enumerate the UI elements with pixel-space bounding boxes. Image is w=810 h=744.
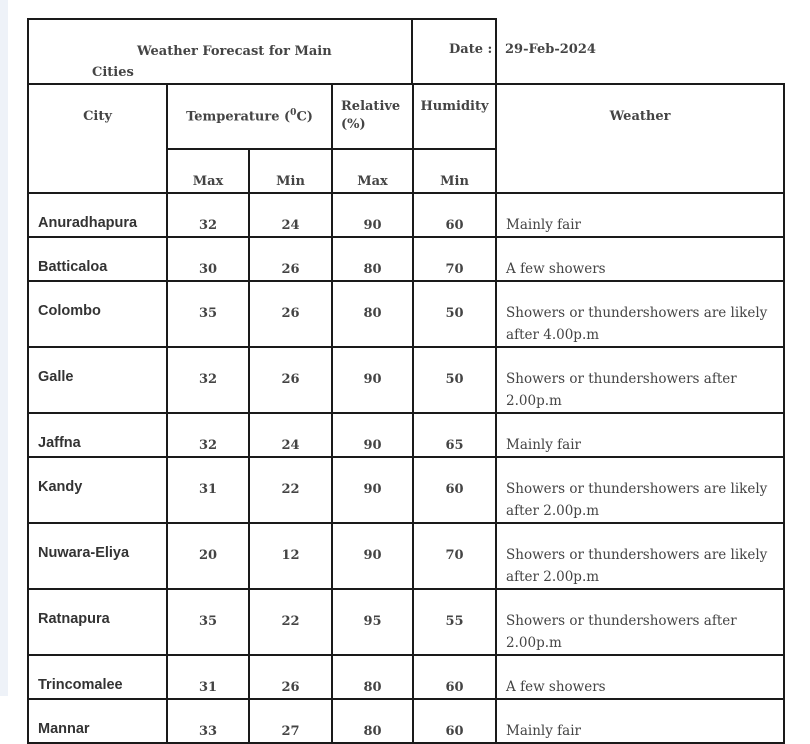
humidity-min-value: 60	[413, 699, 496, 743]
temp-min-value: 26	[249, 655, 332, 699]
city-name: Jaffna	[28, 413, 167, 457]
humidity-max-value: 95	[332, 589, 413, 655]
header-humidity-min: Min	[413, 149, 496, 193]
temp-max-value: 31	[167, 655, 249, 699]
weather-forecast-table	[27, 18, 785, 744]
weather-description: Mainly fair	[496, 193, 784, 237]
temp-max-value: 32	[167, 347, 249, 413]
city-name: Mannar	[28, 699, 167, 743]
date-label: Date :	[449, 42, 493, 57]
humidity-max-value: 90	[332, 457, 413, 523]
header-temperature-label: Temperature (	[186, 109, 291, 125]
header-relative	[332, 84, 413, 149]
humidity-max-value: 80	[332, 699, 413, 743]
header-temperature-degree: 0	[290, 108, 297, 119]
city-name: Nuwara-Eliya	[28, 523, 167, 589]
humidity-max-value: 80	[332, 281, 413, 347]
city-name: Batticaloa	[28, 237, 167, 281]
date-box	[411, 18, 783, 83]
humidity-min-value: 60	[413, 193, 496, 237]
temp-min-value: 26	[249, 281, 332, 347]
humidity-max-value: 90	[332, 193, 413, 237]
weather-description: Mainly fair	[496, 413, 784, 457]
temp-max-value: 20	[167, 523, 249, 589]
table-row	[28, 413, 784, 457]
city-name: Galle	[28, 347, 167, 413]
header-humidity: Humidity	[413, 84, 496, 149]
table-row	[28, 523, 784, 589]
humidity-max-value: 90	[332, 413, 413, 457]
header-relative-label: Relative	[341, 99, 401, 114]
weather-description: Mainly fair	[496, 699, 784, 743]
humidity-max-value: 90	[332, 523, 413, 589]
header-temperature	[167, 84, 332, 149]
table-row	[28, 347, 784, 413]
temp-min-value: 26	[249, 347, 332, 413]
temp-min-value: 24	[249, 193, 332, 237]
header-city: City	[28, 84, 167, 193]
humidity-min-value: 60	[413, 457, 496, 523]
city-name: Ratnapura	[28, 589, 167, 655]
table-row	[28, 655, 784, 699]
city-name: Kandy	[28, 457, 167, 523]
table-row	[28, 699, 784, 743]
humidity-min-value: 60	[413, 655, 496, 699]
weather-description: Showers or thundershowers are likely after 2.00p.m	[496, 523, 784, 589]
humidity-min-value: 50	[413, 347, 496, 413]
header-temp-min: Min	[249, 149, 332, 193]
humidity-min-value: 55	[413, 589, 496, 655]
table-row	[28, 281, 784, 347]
humidity-min-value: 65	[413, 413, 496, 457]
table-row	[28, 193, 784, 237]
temp-max-value: 32	[167, 413, 249, 457]
weather-description: Showers or thundershowers are likely after 4.00p.m	[496, 281, 784, 347]
weather-description: A few showers	[496, 237, 784, 281]
temp-min-value: 22	[249, 457, 332, 523]
temp-max-value: 32	[167, 193, 249, 237]
header-relative-unit: (%)	[341, 117, 366, 132]
weather-description: Showers or thundershowers after 2.00p.m	[496, 347, 784, 413]
temp-min-value: 27	[249, 699, 332, 743]
city-name: Trincomalee	[28, 655, 167, 699]
temp-min-value: 24	[249, 413, 332, 457]
humidity-min-value: 70	[413, 523, 496, 589]
humidity-max-value: 90	[332, 347, 413, 413]
temp-max-value: 33	[167, 699, 249, 743]
table-row	[28, 237, 784, 281]
humidity-min-value: 70	[413, 237, 496, 281]
header-humidity-max: Max	[332, 149, 413, 193]
header-temp-max: Max	[167, 149, 249, 193]
date-value: 29-Feb-2024	[505, 42, 596, 57]
city-name: Colombo	[28, 281, 167, 347]
temp-min-value: 22	[249, 589, 332, 655]
temp-min-value: 12	[249, 523, 332, 589]
table-title-line1: Weather Forecast for Main	[137, 44, 332, 59]
temp-min-value: 26	[249, 237, 332, 281]
weather-description: Showers or thundershowers are likely after 2.00p.m	[496, 457, 784, 523]
humidity-max-value: 80	[332, 655, 413, 699]
temp-max-value: 35	[167, 589, 249, 655]
header-temperature-unit: C)	[296, 109, 313, 125]
table-row	[28, 589, 784, 655]
humidity-max-value: 80	[332, 237, 413, 281]
table-title-line2: Cities	[92, 65, 134, 80]
left-page-strip	[0, 0, 8, 696]
weather-description: Showers or thundershowers after 2.00p.m	[496, 589, 784, 655]
table-row	[28, 457, 784, 523]
temp-max-value: 30	[167, 237, 249, 281]
city-name: Anuradhapura	[28, 193, 167, 237]
weather-description: A few showers	[496, 655, 784, 699]
temp-max-value: 31	[167, 457, 249, 523]
humidity-min-value: 50	[413, 281, 496, 347]
temp-max-value: 35	[167, 281, 249, 347]
header-weather: Weather	[496, 84, 784, 193]
